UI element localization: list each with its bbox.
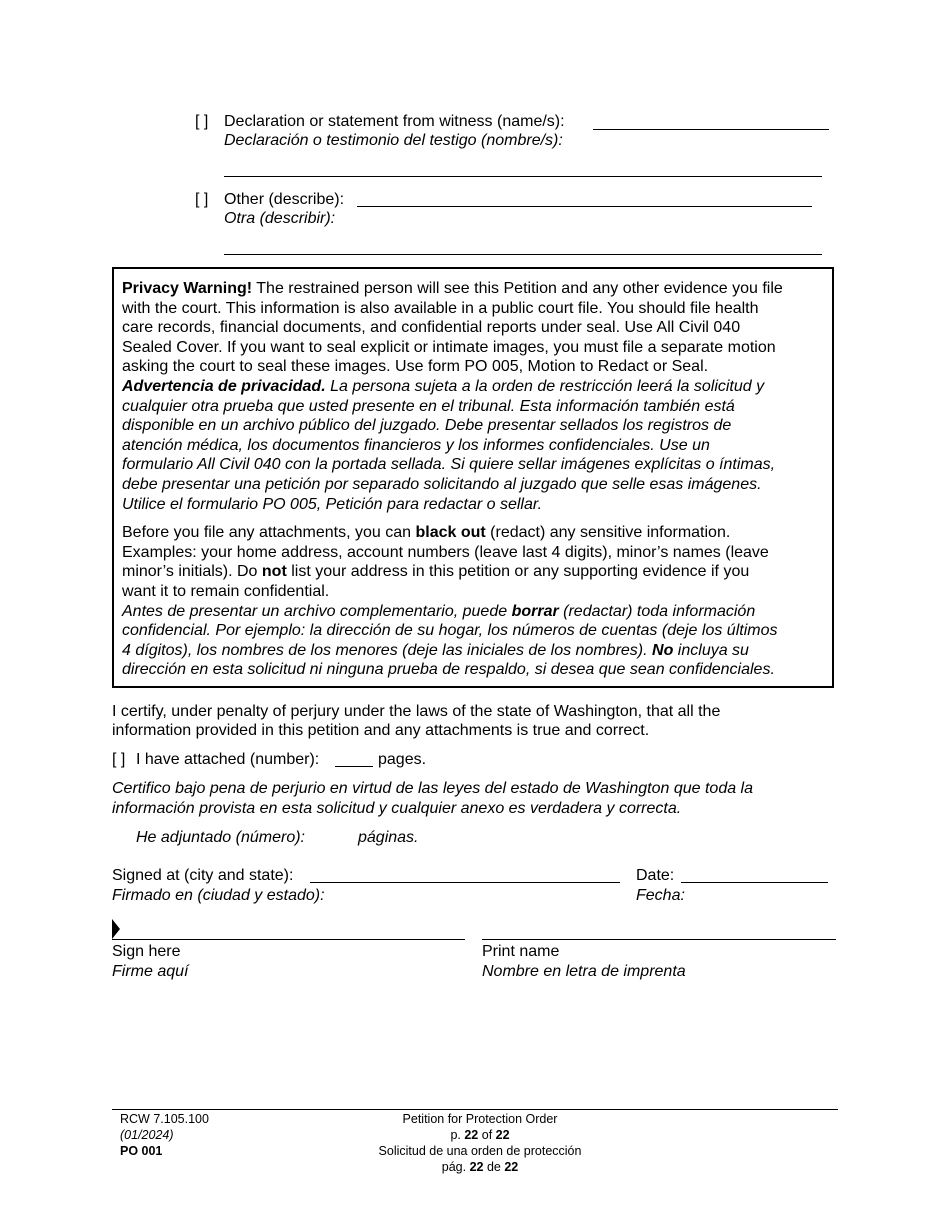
privacy-warning-line: with the court. This information is also available in a public court file. You should file health	[122, 299, 759, 317]
print-name-label: Print name	[482, 943, 560, 960]
certify-es-line: Certifico bajo pena de perjurio en virtud de las leyes del estado de Washington que toda la	[112, 780, 754, 797]
witness-name-field[interactable]	[593, 129, 829, 130]
redact-line: Examples: your home address, account numbers (leave last 4 digits), minor’s names (leave	[122, 543, 769, 561]
sign-here-arrow-icon	[112, 919, 122, 939]
attached-number-field[interactable]	[335, 766, 373, 767]
redact-line: want it to remain confidential.	[122, 582, 330, 600]
privacy-warning-es-line: cualquier otra prueba que usted presente en el tribunal. Esta información también está	[122, 397, 735, 415]
attached-pages-label: pages.	[378, 751, 427, 768]
witness-name-field-2[interactable]	[224, 176, 822, 177]
attached-pages-label-es: páginas.	[358, 829, 419, 846]
witness-checkbox[interactable]: [ ]	[195, 113, 209, 130]
privacy-warning-line: Sealed Cover. If you want to seal explicit or intimate images, you must file a separate motion	[122, 338, 776, 356]
footer-rule	[112, 1109, 838, 1110]
certify-line: I certify, under penalty of perjury under the laws of the state of Washington, that all the	[112, 703, 721, 720]
signature-field[interactable]	[112, 939, 465, 940]
privacy-warning-title-es: Advertencia de privacidad.	[122, 377, 326, 395]
print-name-field[interactable]	[482, 939, 836, 940]
privacy-warning-es-line: disponible en un archivo público del juzgado. Debe presentar sellados los registros de	[122, 417, 732, 435]
footer-center	[330, 1111, 630, 1175]
attached-label-es: He adjuntado (número):	[136, 829, 305, 846]
other-describe-field-2[interactable]	[224, 254, 822, 255]
signed-at-label: Signed at (city and state):	[112, 867, 294, 884]
privacy-warning-line: Privacy Warning! The restrained person will see this Petition and any other evidence you file	[122, 280, 783, 297]
other-describe-field[interactable]	[357, 206, 812, 207]
other-label-es: Otra (describir):	[224, 210, 336, 227]
privacy-warning-es-line: Utilice el formulario PO 005, Petición para redactar o sellar.	[122, 495, 543, 513]
date-field[interactable]	[681, 882, 828, 883]
attached-checkbox[interactable]: [ ]	[112, 751, 126, 768]
sign-here-label-es: Firme aquí	[112, 963, 189, 980]
redact-es-line: dirección en esta solicitud ni ninguna prueba de respaldo, si desea que sean confidenciales.	[122, 661, 775, 679]
date-label: Date:	[636, 867, 675, 884]
other-label: Other (describe):	[224, 191, 345, 208]
privacy-warning-title: Privacy Warning!	[122, 280, 253, 297]
privacy-warning-es-line: atención médica, los documentos financieros y los informes confidenciales. Use un	[122, 436, 710, 454]
footer-rcw: RCW 7.105.100	[120, 1112, 209, 1126]
signed-at-field[interactable]	[310, 882, 620, 883]
witness-label: Declaration or statement from witness (name/s):	[224, 113, 565, 130]
print-name-label-es: Nombre en letra de imprenta	[482, 963, 686, 980]
signed-at-label-es: Firmado en (ciudad y estado):	[112, 887, 325, 904]
redact-es-line: confidencial. Por ejemplo: la dirección de su hogar, los números de cuentas (deje los últimos	[122, 622, 778, 640]
footer-title-es: Solicitud de una orden de protección	[378, 1144, 582, 1158]
privacy-warning-es-line: formulario All Civil 040 con la portada sellada. Si quiere sellar imágenes explícitas o íntimas,	[122, 456, 776, 474]
redact-es-line: 4 dígitos), los nombres de los menores (deje las iniciales de los nombres). No incluya su	[122, 641, 749, 659]
other-checkbox[interactable]: [ ]	[195, 191, 209, 208]
date-label-es: Fecha:	[636, 887, 685, 904]
certify-line: information provided in this petition and any attachments is true and correct.	[112, 722, 650, 739]
privacy-warning-es-line: Advertencia de privacidad. La persona sujeta a la orden de restricción leerá la solicitud y	[122, 377, 765, 395]
footer-page-es: pág. 22 de 22	[441, 1160, 519, 1174]
privacy-warning-box	[112, 267, 834, 688]
footer-page: p. 22 of 22	[450, 1128, 510, 1142]
privacy-warning-es-line: debe presentar una petición por separado solicitando al juzgado que selle esas imágenes.	[122, 475, 762, 493]
redact-es-line: Antes de presentar un archivo complementario, puede borrar (redactar) toda información	[122, 602, 756, 620]
redact-line: minor’s initials). Do not list your address in this petition or any supporting evidence if you	[122, 563, 750, 581]
footer-title: Petition for Protection Order	[402, 1112, 558, 1126]
witness-label-es: Declaración o testimonio del testigo (nombre/s):	[224, 132, 563, 149]
sign-here-label: Sign here	[112, 943, 181, 960]
certify-es-line: información provista en esta solicitud y cualquier anexo es verdadera y correcta.	[112, 800, 682, 817]
redact-line: Before you file any attachments, you can black out (redact) any sensitive information.	[122, 524, 731, 542]
footer-form-id: PO 001	[120, 1144, 163, 1158]
footer-date-code: (01/2024)	[120, 1128, 174, 1142]
privacy-warning-line: asking the court to seal these images. Use form PO 005, Motion to Redact or Seal.	[122, 358, 709, 376]
attached-label: I have attached (number):	[136, 751, 320, 768]
privacy-warning-line: care records, financial documents, and confidential reports under seal. Use All Civil 040	[122, 319, 741, 337]
